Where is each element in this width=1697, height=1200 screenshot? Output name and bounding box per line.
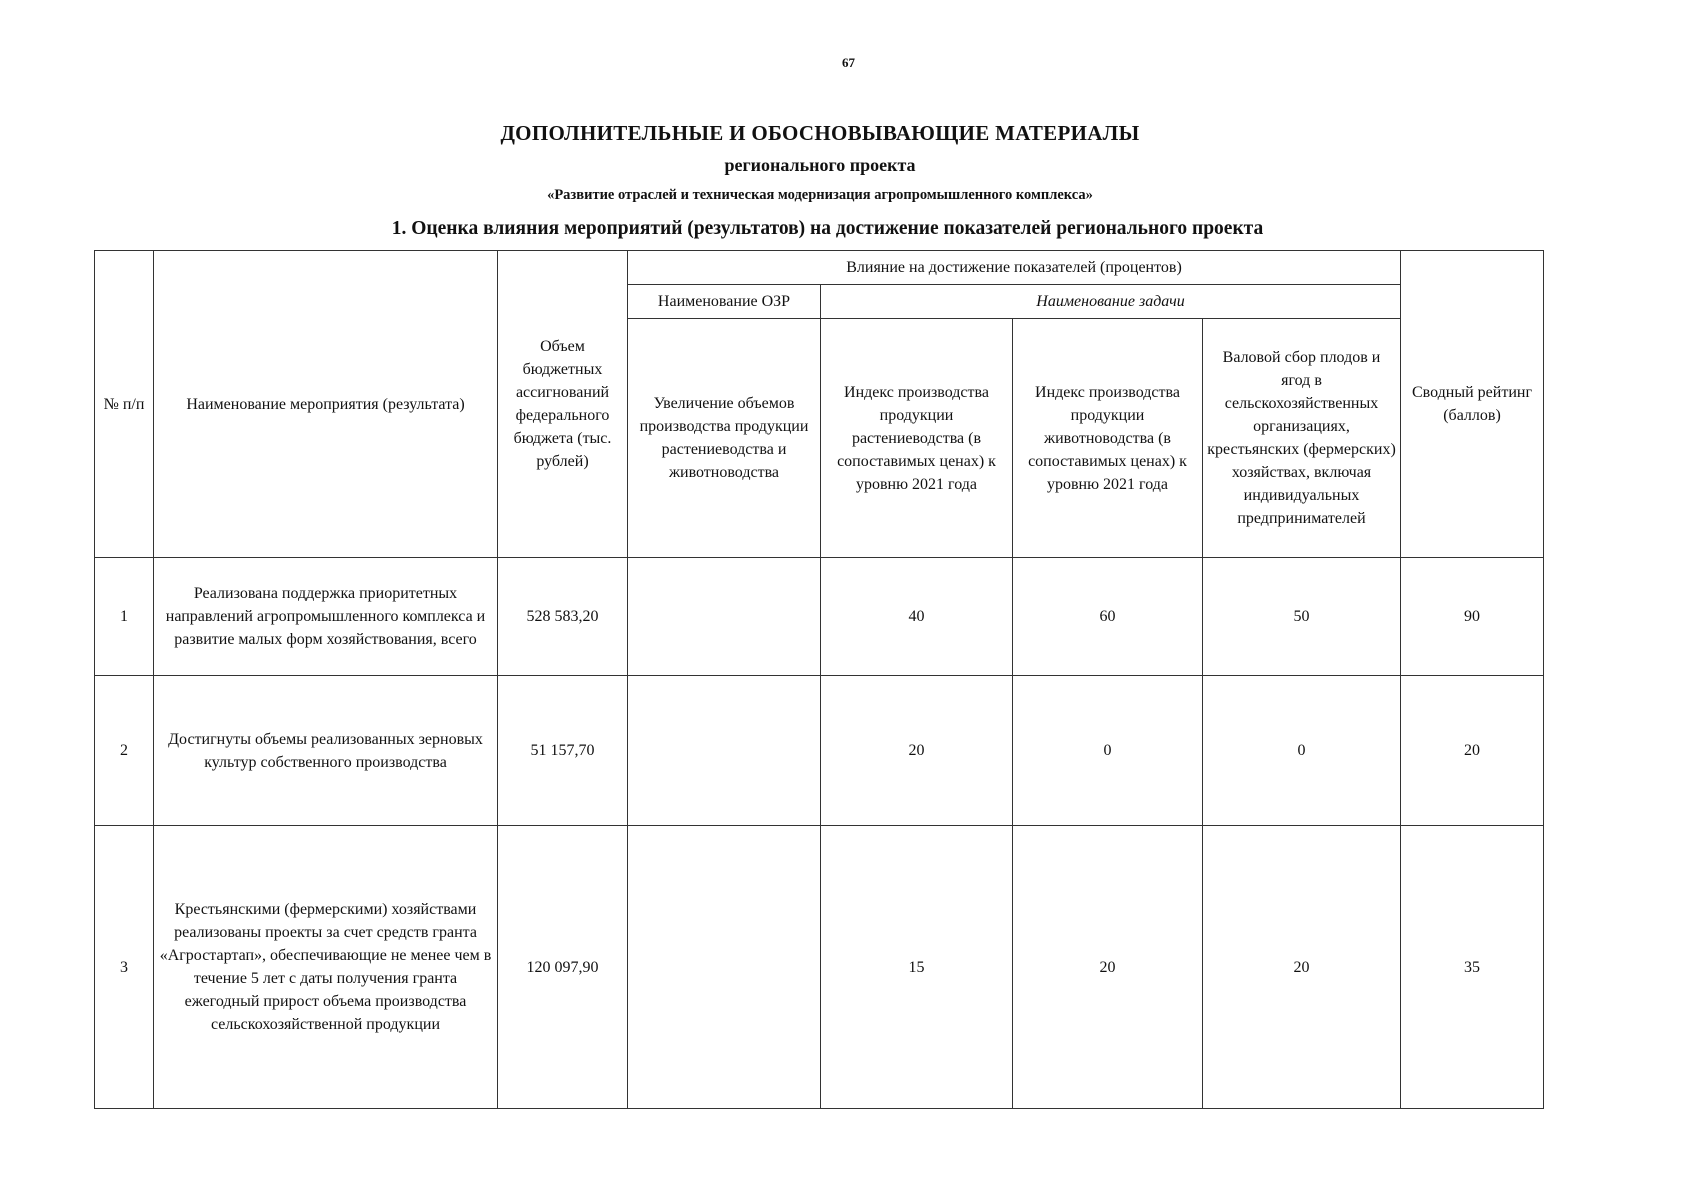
header-col-ozr: Увеличение объемов производства продукции растениеводства и животноводства [628,319,821,558]
row-name: Крестьянскими (фермерскими) хозяйствами реализованы проекты за счет средств гранта «Агростартап», обеспечивающие не менее чем в течение 5 лет с даты получения гранта ежегодный прирост объема производства сельскохозяйственной продукции [154,826,498,1109]
row-rating: 90 [1401,558,1544,676]
header-impact-group: Влияние на достижение показателей (процентов) [628,251,1401,285]
header-col-fruit: Валовой сбор плодов и ягод в сельскохозяйственных организациях, крестьянских (фермерских) хозяйствах, включая индивидуальных предпринимателей [1203,319,1401,558]
header-row-1 [95,251,1544,285]
row-crop: 40 [821,558,1013,676]
row-fruit: 20 [1203,826,1401,1109]
row-livestock: 0 [1013,676,1203,826]
header-col-livestock: Индекс производства продукции животноводства (в сопоставимых ценах) к уровню 2021 года [1013,319,1203,558]
header-ozr-group: Наименование ОЗР [628,285,821,319]
project-name: «Развитие отраслей и техническая модернизация агропромышленного комплекса» [547,187,1093,203]
table-row [95,826,1544,1109]
row-rating: 20 [1401,676,1544,826]
header-task-group: Наименование задачи [821,285,1401,319]
row-budget: 120 097,90 [498,826,628,1109]
row-num: 1 [95,558,154,676]
row-fruit: 50 [1203,558,1401,676]
row-ozr [628,826,821,1109]
row-budget: 51 157,70 [498,676,628,826]
row-rating: 35 [1401,826,1544,1109]
row-crop: 15 [821,826,1013,1109]
row-num: 3 [95,826,154,1109]
page-number: 67 [842,55,855,70]
header-col-crop: Индекс производства продукции растениеводства (в сопоставимых ценах) к уровню 2021 года [821,319,1013,558]
table-row [95,676,1544,826]
header-name: Наименование мероприятия (результата) [154,251,498,558]
row-ozr [628,558,821,676]
row-livestock: 60 [1013,558,1203,676]
header-num: № п/п [95,251,154,558]
section-title: 1. Оценка влияния мероприятий (результатов) на достижение показателей регионального проекта [391,218,1264,239]
row-fruit: 0 [1203,676,1401,826]
row-crop: 20 [821,676,1013,826]
document-title: ДОПОЛНИТЕЛЬНЫЕ И ОБОСНОВЫВАЮЩИЕ МАТЕРИАЛЫ [500,121,1140,145]
row-livestock: 20 [1013,826,1203,1109]
impact-table [94,250,1544,1109]
row-name: Реализована поддержка приоритетных направлений агропромышленного комплекса и развитие малых форм хозяйствования, всего [154,558,498,676]
document-subtitle: регионального проекта [724,155,916,175]
header-rating: Сводный рейтинг (баллов) [1401,251,1544,558]
row-ozr [628,676,821,826]
header-budget: Объем бюджетных ассигнований федерального бюджета (тыс. рублей) [498,251,628,558]
row-num: 2 [95,676,154,826]
row-budget: 528 583,20 [498,558,628,676]
row-name: Достигнуты объемы реализованных зерновых культур собственного производства [154,676,498,826]
table-row [95,558,1544,676]
